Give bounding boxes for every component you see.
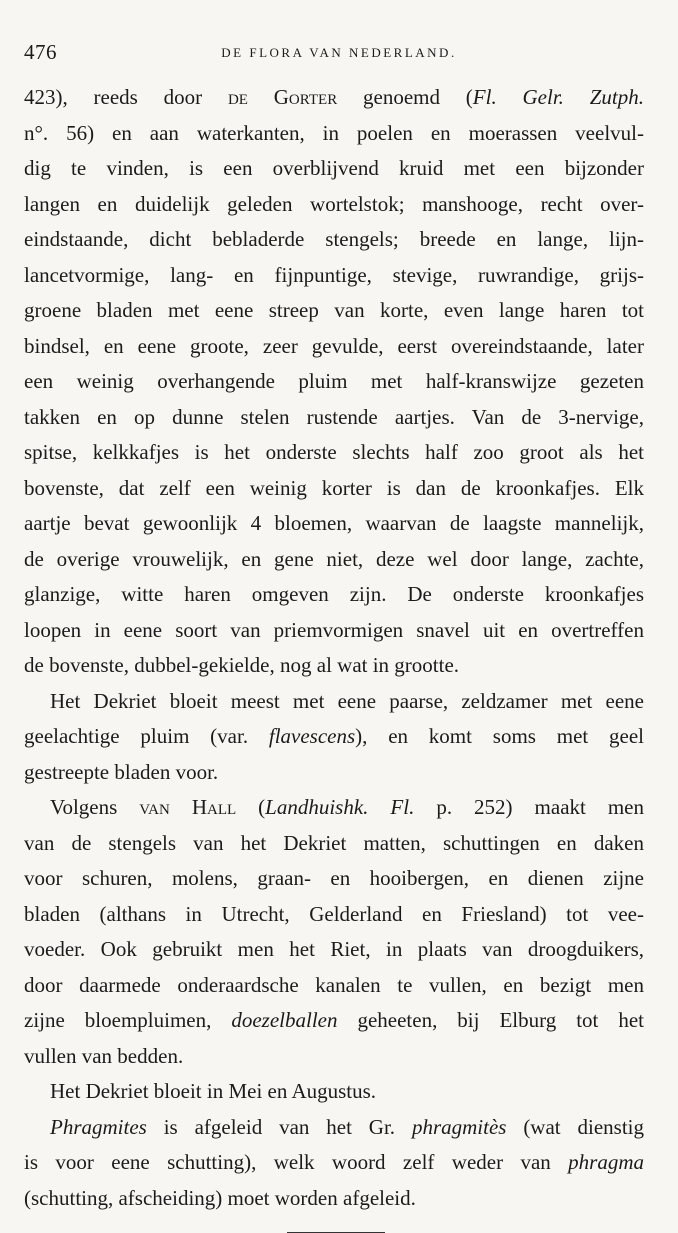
text-line: aartje bevat gewoonlijk 4 bloemen, waarvan de laagste mannelijk, — [24, 511, 644, 535]
text-line: vullen van bedden. — [24, 1043, 184, 1068]
text-line: een weinig overhangende pluim met half-kranswijze gezeten — [24, 369, 644, 393]
text-line: de bovenste, dubbel-gekielde, nog al wat in grootte. — [24, 653, 460, 677]
text-line: bindsel, en eene groote, zeer gevulde, eerst overeindstaande, later — [24, 333, 644, 358]
text-line: van de stengels van het Dekriet matten, schuttingen en daken — [24, 830, 644, 855]
text-line: door daarmede onderaardsche kanalen te vullen, en bezigt men — [24, 972, 644, 997]
text-line: n°. 56) en aan waterkanten, in poelen en moerassen veelvul- — [24, 120, 644, 145]
text-line: takken en op dunne stelen rustende aartjes. Van de 3-nervige, — [24, 404, 644, 429]
text-line: Het Dekriet bloeit meest met eene paarse, zeldzamer met eene — [50, 688, 644, 713]
text-line: geelachtige pluim (var. flavescens), en komt soms met geel — [24, 724, 644, 748]
text-line: spitse, kelkkafjes is het onderste slechts half zoo groot als het — [24, 440, 644, 464]
text-line: langen en duidelijk geleden wortelstok; manshooge, recht over- — [24, 191, 644, 216]
text-line: (schutting, afscheiding) moet worden afgeleid. — [24, 1185, 416, 1210]
text-line: dig te vinden, is een overblijvend kruid met een bijzonder — [24, 156, 644, 180]
text-line: voor schuren, molens, graan- en hooibergen, en dienen zijne — [24, 866, 644, 890]
text-line: 423), reeds door de Gorter genoemd (Fl. Gelr. Zutph. — [24, 85, 644, 109]
text-line: eindstaande, dicht bebladerde stengels; breede en lange, lijn- — [24, 227, 644, 251]
text-line: lancetvormige, lang- en fijnpuntige, stevige, ruwrandige, grijs- — [24, 262, 644, 287]
text-line: groene bladen met eene streep van korte, even lange haren tot — [24, 298, 644, 322]
page-number: 476 — [24, 40, 57, 64]
text-line: gestreepte bladen voor. — [24, 759, 219, 784]
text-line: zijne bloempluimen, doezelballen geheeten, bij Elburg tot het — [24, 1008, 645, 1032]
text-line: bovenste, dat zelf een weinig korter is dan de kroonkafjes. Elk — [24, 475, 644, 500]
text-line: Phragmites is afgeleid van het Gr. phragmitès (wat dienstig — [50, 1114, 644, 1139]
text-line: de overige vrouwelijk, en gene niet, deze wel door lange, zachte, — [24, 546, 644, 571]
running-title: DE FLORA VAN NEDERLAND. — [221, 45, 457, 60]
text-line: voeder. Ook gebruikt men het Riet, in plaats van droogduikers, — [24, 937, 644, 961]
text-line: glanzige, witte haren omgeven zijn. De onderste kroonkafjes — [24, 582, 644, 606]
text-line: loopen in eene soort van priemvormigen snavel uit en overtreffen — [24, 617, 644, 642]
text-line: bladen (althans in Utrecht, Gelderland en Friesland) tot vee- — [24, 901, 644, 926]
text-line: Volgens van Hall (Landhuishk. Fl. p. 252) maakt men — [50, 795, 644, 819]
text-line: Het Dekriet bloeit in Mei en Augustus. — [50, 1079, 377, 1103]
text-line: is voor eene schutting), welk woord zelf weder van phragma — [24, 1150, 644, 1174]
